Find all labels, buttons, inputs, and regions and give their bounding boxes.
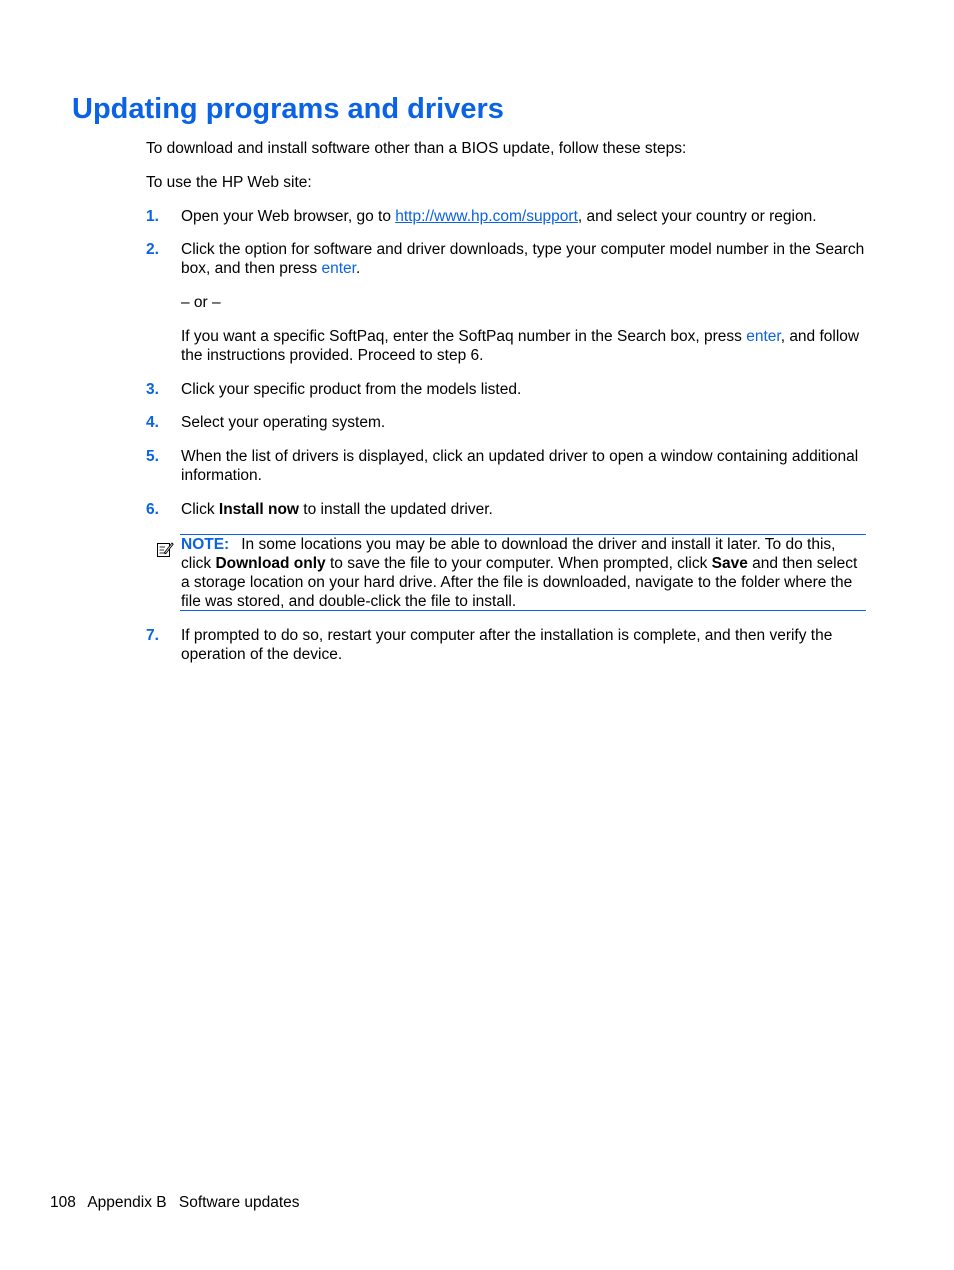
step-text: When the list of drivers is displayed, click an updated driver to open a window containing additional information. [181,448,859,484]
step-text-part: Click the option for software and driver downloads, type your computer model number in the Search box, and then press [181,241,865,277]
step-text-part: , and select your country or region. [577,208,817,225]
enter-key-label: enter [746,328,781,345]
install-now-label: Install now [218,501,299,518]
step-text: Select your operating system. [181,414,386,431]
step-text [181,500,868,519]
download-only-label: Download only [215,555,326,572]
step-number: 5. [146,448,159,465]
softpaq-paragraph [181,327,868,365]
step-text-part: . [355,260,361,277]
or-separator: – or – [181,294,221,311]
step-text-part: to install the updated driver. [298,501,493,518]
step-text [181,240,868,278]
page-footer [50,1193,308,1212]
step-text-part: Click [181,501,219,518]
softpaq-text-part: , and follow the instructions provided. Proceed to step 6. [181,328,860,364]
step-text: If prompted to do so, restart your computer after the installation is complete, and then verify the operation of the device. [181,627,833,663]
step-text: Click your specific product from the models listed. [181,381,522,398]
note-text-part: and then select a storage location on your hard drive. After the file is downloaded, navigate to the folder where the file was stored, and double-click the file to install. [181,555,858,610]
page-title: Updating programs and drivers [72,93,504,125]
step-text-part: Open your Web browser, go to [181,208,396,225]
save-label: Save [711,555,748,572]
note-box [152,534,866,611]
intro-paragraph: To download and install software other than a BIOS update, follow these steps: [146,140,687,157]
step-number: 6. [146,501,159,518]
step-number: 1. [146,208,159,225]
step-number: 4. [146,414,159,431]
enter-key-label: enter [321,260,356,277]
note-label: NOTE: [181,536,230,553]
note-icon [156,540,174,558]
step-number: 2. [146,241,159,258]
note-text-part: In some locations you may be able to download the driver and install it later. To do this, click [181,536,836,572]
note-bottom-rule [180,610,866,611]
note-text-part: to save the file to your computer. When prompted, click [325,555,712,572]
page-number: 108 [50,1194,76,1211]
step-number: 7. [146,627,159,644]
note-text [181,535,866,611]
web-intro-paragraph: To use the HP Web site: [146,174,312,191]
footer-section: Software updates [178,1194,300,1211]
step-text [181,207,868,226]
step-number: 3. [146,381,159,398]
hp-support-link[interactable]: http://www.hp.com/support [395,208,578,225]
footer-appendix: Appendix B [87,1194,167,1211]
softpaq-text-part: If you want a specific SoftPaq, enter the SoftPaq number in the Search box, press [181,328,747,345]
